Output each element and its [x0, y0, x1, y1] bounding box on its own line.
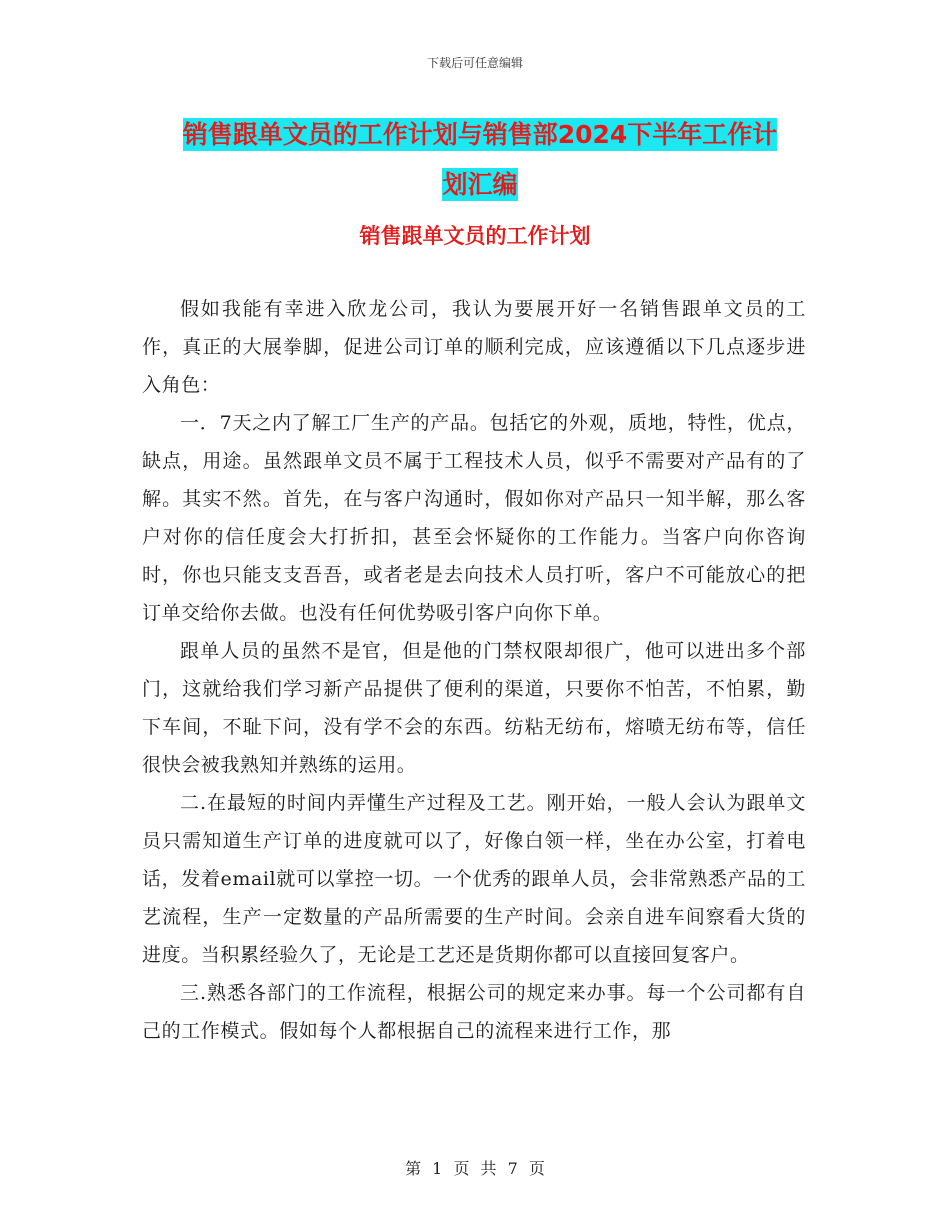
section-title: 销售跟单文员的工作计划 — [359, 224, 591, 248]
document-title-line-1: 销售跟单文员的工作计划与销售部2024下半年工作计 — [182, 120, 778, 149]
paragraph: 三.熟悉各部门的工作流程，根据公司的规定来办事。每一个公司都有自己的工作模式。假如每个人都根据自己的流程来进行工作，那 — [142, 982, 806, 1042]
document-title-line-2: 划汇编 — [442, 170, 518, 199]
header-note: 下载后可任意编辑 — [426, 56, 523, 70]
paragraph: 一．7天之内了解工厂生产的产品。包括它的外观，质地，特性，优点，缺点，用途。虽然跟单文员不属于工程技术人员，似乎不需要对产品有的了解。其实不然。首先，在与客户沟通时，假如你对产品只一知半解，那么客户对你的信任度会大打折扣，甚至会怀疑你的工作能力。当客户向你咨询时，你也只能支支吾吾，或者老是去向技术人员打听，客户不可能放心的把订单交给你去做。也没有任何优势吸引客户向你下单。 — [142, 412, 806, 624]
paragraph: 假如我能有幸进入欣龙公司，我认为要展开好一名销售跟单文员的工作，真正的大展拳脚，促进公司订单的顺利完成，应该遵循以下几点逐步进入角色： — [142, 298, 806, 396]
document-title — [140, 110, 820, 210]
paragraph: 二.在最短的时间内弄懂生产过程及工艺。刚开始，一般人会认为跟单文员只需知道生产订单的进度就可以了，好像白领一样，坐在办公室，打着电话，发着email就可以掌控一切。一个优秀的跟单人员，会非常熟悉产品的工艺流程，生产一定数量的产品所需要的生产时间。会亲自进车间察看大货的进度。当积累经验久了，无论是工艺还是货期你都可以直接回复客户。 — [142, 792, 806, 966]
page-footer: 第 1 页 共 7 页 — [405, 1159, 545, 1178]
paragraph: 跟单人员的虽然不是官，但是他的门禁权限却很广，他可以进出多个部门，这就给我们学习新产品提供了便利的渠道，只要你不怕苦，不怕累，勤下车间，不耻下问，没有学不会的东西。纺粘无纺布，熔喷无纺布等，信任很快会被我熟知并熟练的运用。 — [142, 640, 806, 776]
body-text — [142, 290, 806, 1050]
